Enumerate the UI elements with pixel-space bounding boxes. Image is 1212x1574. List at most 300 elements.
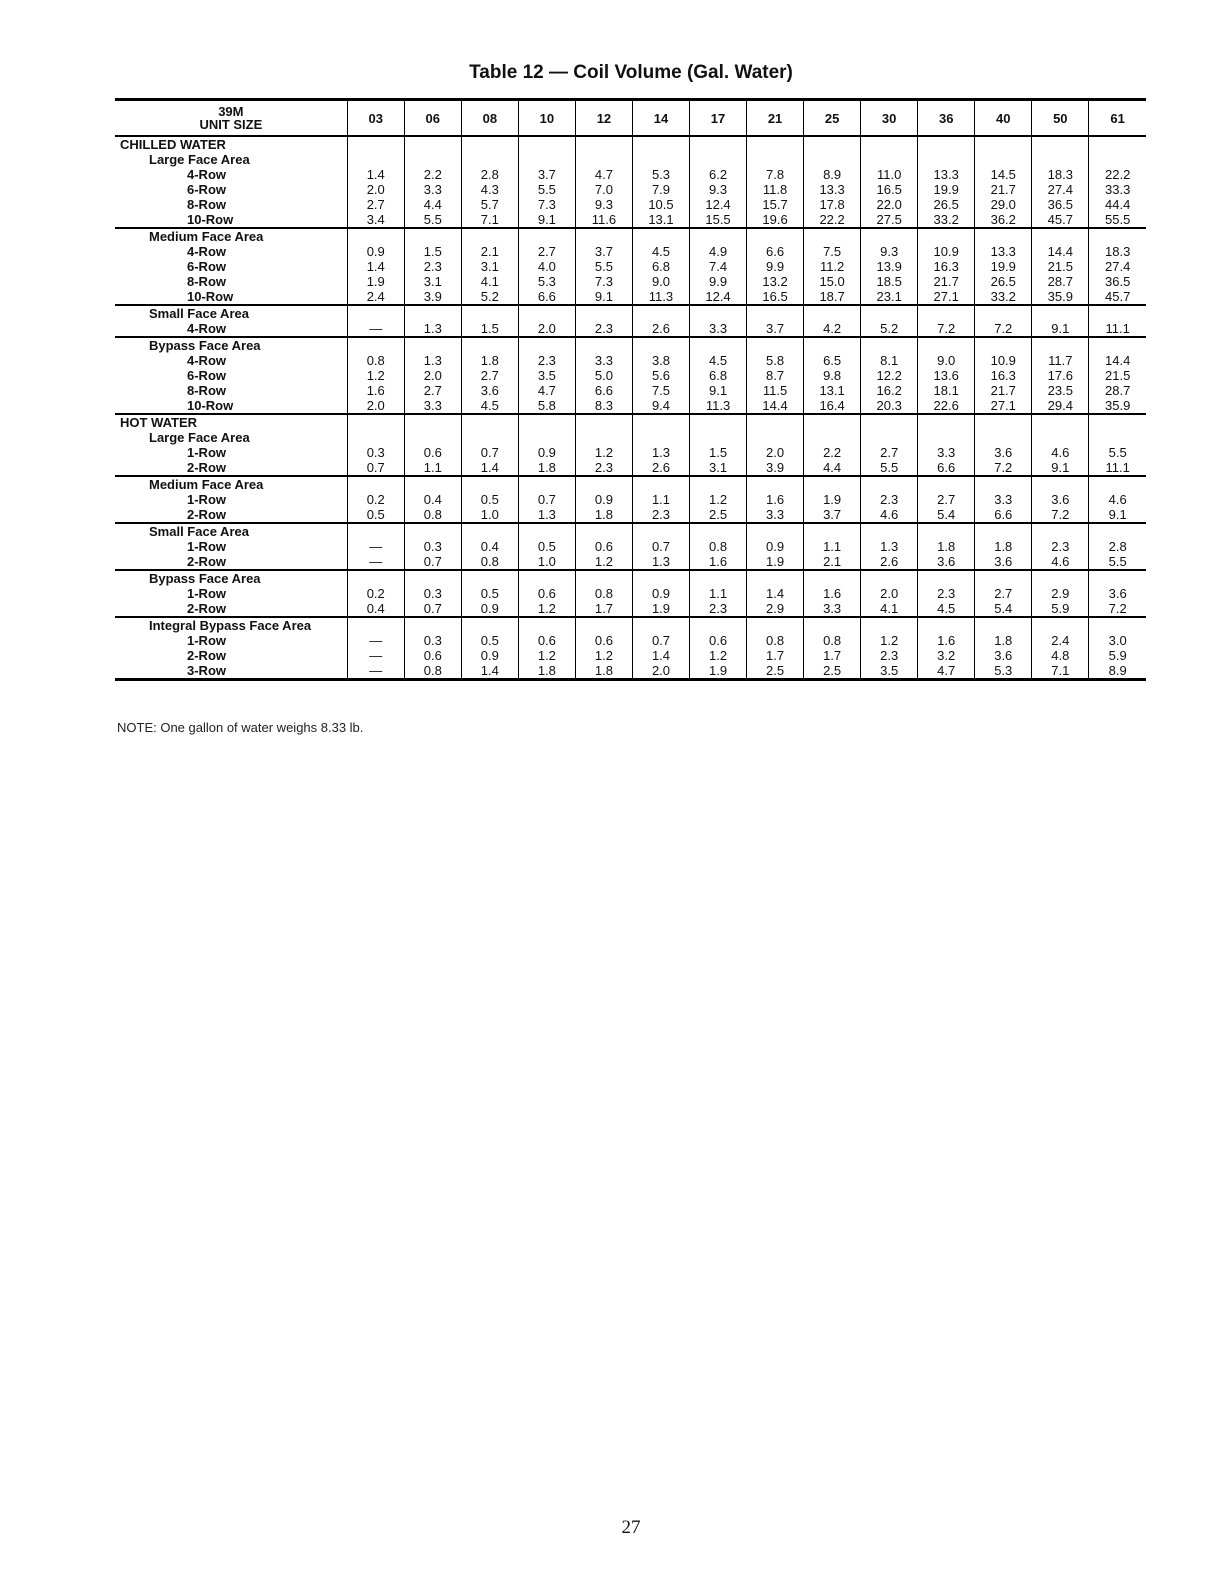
value-cell: 0.5 — [347, 507, 404, 523]
value-cell: 9.1 — [1032, 321, 1089, 337]
value-cell: 13.3 — [975, 244, 1032, 259]
row-label: 1-Row — [187, 586, 226, 601]
value-cell: 14.4 — [1089, 353, 1146, 368]
empty-cell — [1032, 152, 1089, 167]
empty-cell — [747, 476, 804, 492]
empty-cell — [575, 414, 632, 430]
value-cell: 9.1 — [690, 383, 747, 398]
value-cell: 36.5 — [1089, 274, 1146, 289]
empty-cell — [861, 523, 918, 539]
value-cell: 2.3 — [861, 492, 918, 507]
empty-cell — [404, 476, 461, 492]
subsection-heading: Small Face Area — [149, 306, 249, 321]
table-header — [115, 100, 1146, 137]
value-cell: 9.9 — [747, 259, 804, 274]
value-cell: 26.5 — [918, 197, 975, 212]
value-cell: 1.2 — [575, 445, 632, 460]
heading-cell — [115, 523, 347, 539]
value-cell: 2.6 — [632, 321, 689, 337]
row-label: 8-Row — [187, 274, 226, 289]
empty-cell — [747, 523, 804, 539]
row-label: 1-Row — [187, 539, 226, 554]
value-cell: 1.3 — [404, 353, 461, 368]
table-row — [115, 274, 1146, 289]
row-label-cell — [115, 633, 347, 648]
value-cell: 16.2 — [861, 383, 918, 398]
empty-cell — [404, 414, 461, 430]
empty-cell — [632, 228, 689, 244]
empty-cell — [1032, 570, 1089, 586]
value-cell: 3.3 — [747, 507, 804, 523]
value-cell: 14.4 — [747, 398, 804, 414]
value-cell: 9.3 — [861, 244, 918, 259]
empty-cell — [918, 305, 975, 321]
empty-cell — [518, 152, 575, 167]
empty-cell — [461, 430, 518, 445]
value-cell: 12.2 — [861, 368, 918, 383]
value-cell: 1.4 — [347, 167, 404, 182]
table-row — [115, 586, 1146, 601]
heading-cell — [115, 617, 347, 633]
value-cell: 0.5 — [461, 633, 518, 648]
value-cell: 5.8 — [518, 398, 575, 414]
heading-cell — [115, 570, 347, 586]
row-label: 6-Row — [187, 182, 226, 197]
value-cell: 4.5 — [461, 398, 518, 414]
value-cell: 13.3 — [804, 182, 861, 197]
value-cell: 0.6 — [404, 445, 461, 460]
row-label-cell — [115, 507, 347, 523]
value-cell: 5.3 — [975, 663, 1032, 680]
value-cell: 1.8 — [575, 507, 632, 523]
value-cell: 1.9 — [804, 492, 861, 507]
value-cell: 4.1 — [861, 601, 918, 617]
table-row — [115, 353, 1146, 368]
value-cell: 1.6 — [347, 383, 404, 398]
empty-cell — [632, 570, 689, 586]
value-cell: 11.2 — [804, 259, 861, 274]
value-cell: 6.2 — [690, 167, 747, 182]
row-label: 4-Row — [187, 321, 226, 336]
value-cell: 0.8 — [804, 633, 861, 648]
table-row — [115, 445, 1146, 460]
empty-cell — [918, 570, 975, 586]
empty-cell — [575, 228, 632, 244]
value-cell: 3.6 — [461, 383, 518, 398]
value-cell: 9.1 — [518, 212, 575, 228]
empty-cell — [1089, 430, 1146, 445]
table-row — [115, 167, 1146, 182]
empty-cell — [632, 136, 689, 152]
row-label: 1-Row — [187, 445, 226, 460]
value-cell: 0.3 — [347, 445, 404, 460]
value-cell: 4.8 — [1032, 648, 1089, 663]
value-cell: 45.7 — [1032, 212, 1089, 228]
row-label-cell — [115, 539, 347, 554]
value-cell: 1.2 — [690, 492, 747, 507]
empty-cell — [918, 414, 975, 430]
empty-cell — [804, 414, 861, 430]
heading-row — [115, 414, 1146, 430]
heading-cell — [115, 337, 347, 353]
value-cell: 3.2 — [918, 648, 975, 663]
empty-cell — [690, 414, 747, 430]
unit-size-header-line1: 39M — [218, 104, 244, 119]
value-cell: 2.7 — [461, 368, 518, 383]
value-cell: 7.5 — [804, 244, 861, 259]
empty-cell — [575, 152, 632, 167]
row-label: 2-Row — [187, 554, 226, 569]
value-cell: 2.0 — [347, 398, 404, 414]
value-cell: 1.9 — [632, 601, 689, 617]
empty-cell — [632, 337, 689, 353]
value-cell: 4.7 — [918, 663, 975, 680]
empty-cell — [575, 136, 632, 152]
empty-cell — [461, 305, 518, 321]
value-cell: 29.4 — [1032, 398, 1089, 414]
empty-cell — [404, 523, 461, 539]
value-cell: 5.3 — [518, 274, 575, 289]
empty-cell — [861, 430, 918, 445]
value-cell: 14.4 — [1032, 244, 1089, 259]
value-cell: 1.8 — [975, 539, 1032, 554]
empty-cell — [690, 152, 747, 167]
empty-cell — [404, 152, 461, 167]
value-cell: 18.5 — [861, 274, 918, 289]
size-header: 17 — [690, 100, 747, 137]
value-cell: 4.1 — [461, 274, 518, 289]
empty-cell — [404, 430, 461, 445]
empty-cell — [918, 617, 975, 633]
value-cell: 2.0 — [347, 182, 404, 197]
empty-cell — [747, 136, 804, 152]
value-cell: 5.5 — [1089, 445, 1146, 460]
value-cell: 2.2 — [804, 445, 861, 460]
value-cell: 2.7 — [404, 383, 461, 398]
value-cell: 1.8 — [461, 353, 518, 368]
value-cell: 1.4 — [347, 259, 404, 274]
subsection-heading: Integral Bypass Face Area — [149, 618, 312, 633]
value-cell: 1.9 — [690, 663, 747, 680]
value-cell: 4.7 — [518, 383, 575, 398]
value-cell: 6.8 — [632, 259, 689, 274]
empty-cell — [690, 617, 747, 633]
row-label: 6-Row — [187, 368, 226, 383]
table-row — [115, 492, 1146, 507]
value-cell: 2.4 — [1032, 633, 1089, 648]
empty-cell — [747, 152, 804, 167]
value-cell: 3.7 — [804, 507, 861, 523]
value-cell: 1.3 — [632, 445, 689, 460]
table-row — [115, 554, 1146, 570]
empty-cell — [975, 414, 1032, 430]
empty-cell — [461, 617, 518, 633]
value-cell: 0.8 — [404, 663, 461, 680]
empty-cell — [1032, 430, 1089, 445]
row-group — [115, 617, 1146, 680]
value-cell: 0.6 — [575, 633, 632, 648]
value-cell: 2.5 — [804, 663, 861, 680]
empty-cell — [861, 305, 918, 321]
empty-cell — [975, 476, 1032, 492]
value-cell: 5.4 — [918, 507, 975, 523]
row-label: 10-Row — [187, 212, 234, 227]
value-cell: 11.1 — [1089, 321, 1146, 337]
value-cell: 0.9 — [461, 648, 518, 663]
value-cell: 0.4 — [347, 601, 404, 617]
empty-cell — [690, 570, 747, 586]
size-header: 03 — [347, 100, 404, 137]
value-cell: 11.5 — [747, 383, 804, 398]
row-label-cell — [115, 554, 347, 570]
value-cell: 3.1 — [461, 259, 518, 274]
value-cell: 0.9 — [347, 244, 404, 259]
row-label-cell — [115, 663, 347, 680]
table-row — [115, 197, 1146, 212]
value-cell: 27.5 — [861, 212, 918, 228]
value-cell: 0.8 — [404, 507, 461, 523]
value-cell: 4.6 — [1032, 445, 1089, 460]
table-row — [115, 398, 1146, 414]
empty-cell — [747, 414, 804, 430]
value-cell: 33.2 — [918, 212, 975, 228]
value-cell: 9.0 — [632, 274, 689, 289]
value-cell: 4.6 — [1089, 492, 1146, 507]
value-cell: 19.9 — [918, 182, 975, 197]
value-cell: 7.5 — [632, 383, 689, 398]
value-cell: 1.1 — [632, 492, 689, 507]
value-cell: 1.3 — [518, 507, 575, 523]
value-cell: 3.3 — [404, 182, 461, 197]
value-cell: 7.1 — [1032, 663, 1089, 680]
empty-cell — [747, 430, 804, 445]
value-cell: 16.3 — [975, 368, 1032, 383]
empty-cell — [975, 305, 1032, 321]
value-cell: 0.7 — [461, 445, 518, 460]
value-cell: 5.6 — [632, 368, 689, 383]
empty-cell — [1032, 136, 1089, 152]
empty-cell — [747, 617, 804, 633]
empty-cell — [690, 136, 747, 152]
value-cell: 23.5 — [1032, 383, 1089, 398]
row-label-cell — [115, 445, 347, 460]
value-cell: 0.2 — [347, 586, 404, 601]
value-cell: 7.2 — [1032, 507, 1089, 523]
table-row — [115, 182, 1146, 197]
value-cell: 27.4 — [1032, 182, 1089, 197]
value-cell: 55.5 — [1089, 212, 1146, 228]
heading-row — [115, 570, 1146, 586]
heading-row — [115, 430, 1146, 445]
value-cell: 2.9 — [747, 601, 804, 617]
row-label-cell — [115, 398, 347, 414]
empty-cell — [747, 228, 804, 244]
value-cell: 2.8 — [1089, 539, 1146, 554]
empty-cell — [804, 136, 861, 152]
value-cell: 0.8 — [347, 353, 404, 368]
value-cell: 18.1 — [918, 383, 975, 398]
value-cell: 8.7 — [747, 368, 804, 383]
value-cell: 0.3 — [404, 539, 461, 554]
value-cell: 3.6 — [975, 554, 1032, 570]
value-cell: 11.8 — [747, 182, 804, 197]
value-cell: 0.8 — [575, 586, 632, 601]
empty-cell — [1032, 414, 1089, 430]
value-cell: 4.0 — [518, 259, 575, 274]
empty-cell — [1089, 414, 1146, 430]
value-cell: 2.0 — [632, 663, 689, 680]
heading-cell — [115, 152, 347, 167]
empty-cell — [518, 136, 575, 152]
empty-cell — [690, 337, 747, 353]
value-cell: 2.6 — [861, 554, 918, 570]
value-cell: 4.6 — [861, 507, 918, 523]
value-cell: 28.7 — [1032, 274, 1089, 289]
empty-cell — [461, 136, 518, 152]
table-row — [115, 601, 1146, 617]
value-cell: 0.9 — [461, 601, 518, 617]
value-cell: 3.5 — [861, 663, 918, 680]
empty-cell — [861, 337, 918, 353]
value-cell: 16.5 — [861, 182, 918, 197]
value-cell: 9.3 — [575, 197, 632, 212]
value-cell: 21.5 — [1032, 259, 1089, 274]
value-cell: 5.9 — [1032, 601, 1089, 617]
empty-cell — [347, 430, 404, 445]
value-cell: 5.7 — [461, 197, 518, 212]
value-cell: 2.0 — [404, 368, 461, 383]
value-cell: 3.4 — [347, 212, 404, 228]
value-cell: 2.3 — [575, 460, 632, 476]
value-cell: 5.2 — [861, 321, 918, 337]
empty-cell — [404, 337, 461, 353]
value-cell: 36.2 — [975, 212, 1032, 228]
table-title: Table 12 — Coil Volume (Gal. Water) — [469, 62, 793, 83]
value-cell: 13.2 — [747, 274, 804, 289]
value-cell: 13.1 — [804, 383, 861, 398]
value-cell: 9.0 — [918, 353, 975, 368]
value-cell: 5.3 — [632, 167, 689, 182]
value-cell: 2.7 — [975, 586, 1032, 601]
row-group — [115, 337, 1146, 414]
empty-cell — [1089, 305, 1146, 321]
value-cell: 8.1 — [861, 353, 918, 368]
empty-cell — [404, 570, 461, 586]
empty-cell — [575, 430, 632, 445]
value-cell: 9.8 — [804, 368, 861, 383]
size-header: 08 — [461, 100, 518, 137]
empty-cell — [747, 305, 804, 321]
value-cell: 5.2 — [461, 289, 518, 305]
empty-cell — [804, 523, 861, 539]
value-cell: 21.7 — [975, 383, 1032, 398]
value-cell: 16.5 — [747, 289, 804, 305]
empty-cell — [918, 476, 975, 492]
empty-cell — [518, 337, 575, 353]
value-cell: 0.6 — [518, 586, 575, 601]
value-cell: 0.7 — [632, 633, 689, 648]
row-group — [115, 523, 1146, 570]
value-cell: 1.3 — [632, 554, 689, 570]
table-row — [115, 244, 1146, 259]
value-cell: — — [347, 648, 404, 663]
value-cell: 3.9 — [404, 289, 461, 305]
row-label-cell — [115, 274, 347, 289]
empty-cell — [632, 305, 689, 321]
value-cell: 18.3 — [1089, 244, 1146, 259]
row-label: 2-Row — [187, 507, 226, 522]
value-cell: 1.2 — [518, 601, 575, 617]
value-cell: 1.7 — [804, 648, 861, 663]
value-cell: 2.7 — [518, 244, 575, 259]
value-cell: 6.8 — [690, 368, 747, 383]
row-label: 4-Row — [187, 353, 226, 368]
heading-row — [115, 476, 1146, 492]
value-cell: 44.4 — [1089, 197, 1146, 212]
page-number: 27 — [621, 1517, 641, 1538]
empty-cell — [804, 476, 861, 492]
value-cell: 0.2 — [347, 492, 404, 507]
empty-cell — [347, 617, 404, 633]
value-cell: 27.1 — [918, 289, 975, 305]
row-label-cell — [115, 244, 347, 259]
value-cell: — — [347, 663, 404, 680]
empty-cell — [461, 152, 518, 167]
value-cell: 4.3 — [461, 182, 518, 197]
value-cell: 2.1 — [461, 244, 518, 259]
value-cell: 6.5 — [804, 353, 861, 368]
value-cell: 2.3 — [1032, 539, 1089, 554]
value-cell: 4.9 — [690, 244, 747, 259]
heading-row — [115, 228, 1146, 244]
empty-cell — [861, 617, 918, 633]
subsection-heading: Large Face Area — [149, 152, 250, 167]
table-row — [115, 460, 1146, 476]
value-cell: 1.6 — [690, 554, 747, 570]
value-cell: 3.6 — [1089, 586, 1146, 601]
value-cell: 3.3 — [804, 601, 861, 617]
value-cell: 1.8 — [575, 663, 632, 680]
heading-cell — [115, 430, 347, 445]
row-label-cell — [115, 353, 347, 368]
value-cell: 5.4 — [975, 601, 1032, 617]
value-cell: 1.5 — [461, 321, 518, 337]
value-cell: 3.0 — [1089, 633, 1146, 648]
value-cell: 6.6 — [918, 460, 975, 476]
size-header: 21 — [747, 100, 804, 137]
value-cell: 1.6 — [804, 586, 861, 601]
value-cell: 9.4 — [632, 398, 689, 414]
empty-cell — [804, 305, 861, 321]
value-cell: 1.3 — [404, 321, 461, 337]
empty-cell — [1032, 617, 1089, 633]
empty-cell — [975, 617, 1032, 633]
empty-cell — [975, 152, 1032, 167]
empty-cell — [861, 476, 918, 492]
subsection-heading: Medium Face Area — [149, 229, 264, 244]
row-group — [115, 228, 1146, 305]
row-label-cell — [115, 460, 347, 476]
value-cell: 11.3 — [690, 398, 747, 414]
heading-row — [115, 523, 1146, 539]
value-cell: 3.3 — [404, 398, 461, 414]
value-cell: 1.1 — [404, 460, 461, 476]
empty-cell — [975, 337, 1032, 353]
value-cell: 33.3 — [1089, 182, 1146, 197]
subsection-heading: Medium Face Area — [149, 477, 264, 492]
value-cell: 20.3 — [861, 398, 918, 414]
empty-cell — [1089, 152, 1146, 167]
